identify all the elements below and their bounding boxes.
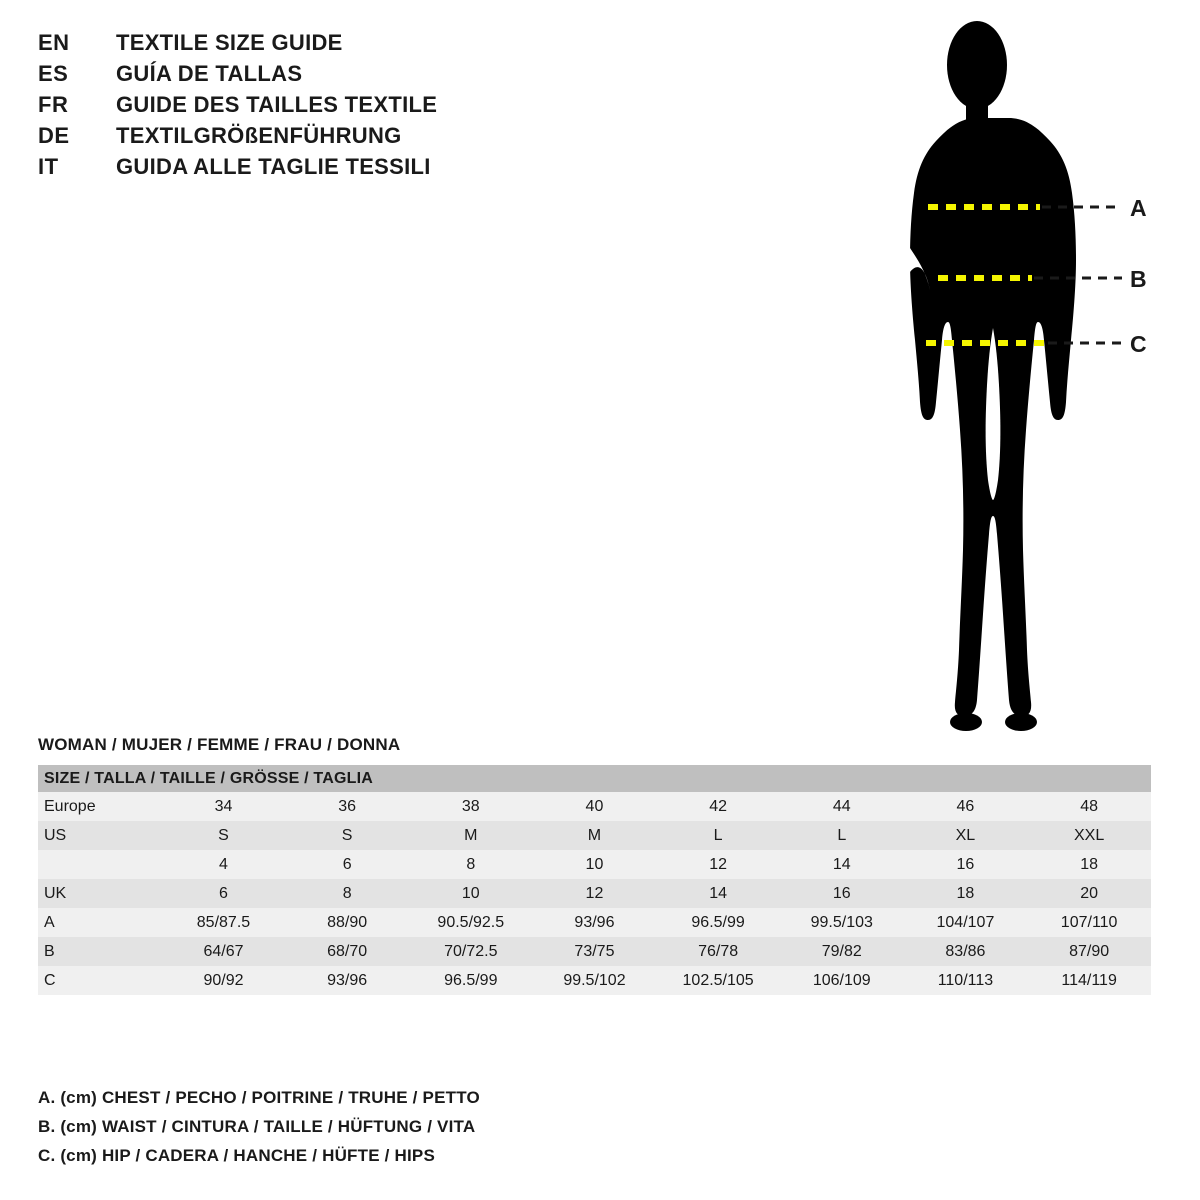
row-label-a: A (38, 908, 162, 937)
language-code-en: EN (38, 30, 70, 55)
cell-us-3: M (533, 821, 657, 850)
cell-c-7: 114/119 (1027, 966, 1151, 995)
title-text-fr: GUIDE DES TAILLES TEXTILE (116, 92, 438, 117)
cell-b-0: 64/67 (162, 937, 286, 966)
cell-usnum-4: 12 (656, 850, 780, 879)
cell-us-2: M (409, 821, 533, 850)
measure-label-c: C (1130, 331, 1147, 357)
title-row (38, 154, 658, 185)
row-label-us-numeric (38, 850, 162, 879)
cell-c-0: 90/92 (162, 966, 286, 995)
table-row (38, 966, 1151, 995)
cell-c-5: 106/109 (780, 966, 904, 995)
title-row (38, 123, 658, 154)
cell-europe-0: 34 (162, 792, 286, 821)
row-label-uk: UK (38, 879, 162, 908)
cell-uk-0: 6 (162, 879, 286, 908)
cell-c-3: 99.5/102 (533, 966, 657, 995)
row-label-europe: Europe (38, 792, 162, 821)
cell-us-6: XL (904, 821, 1028, 850)
title-row (38, 92, 658, 123)
table-row (38, 821, 1151, 850)
cell-usnum-6: 16 (904, 850, 1028, 879)
table-header-row (38, 765, 1151, 792)
cell-b-6: 83/86 (904, 937, 1028, 966)
title-row (38, 61, 658, 92)
title-block (38, 30, 658, 185)
cell-a-7: 107/110 (1027, 908, 1151, 937)
row-label-us: US (38, 821, 162, 850)
cell-usnum-5: 14 (780, 850, 904, 879)
cell-usnum-3: 10 (533, 850, 657, 879)
title-text-it: GUIDA ALLE TAGLIE TESSILI (116, 154, 431, 179)
cell-europe-6: 46 (904, 792, 1028, 821)
table-header-cell: SIZE / TALLA / TAILLE / GRÖSSE / TAGLIA (38, 765, 1151, 792)
cell-b-5: 79/82 (780, 937, 904, 966)
cell-europe-2: 38 (409, 792, 533, 821)
cell-usnum-7: 18 (1027, 850, 1151, 879)
cell-c-1: 93/96 (285, 966, 409, 995)
cell-us-4: L (656, 821, 780, 850)
cell-b-4: 76/78 (656, 937, 780, 966)
table-row (38, 792, 1151, 821)
cell-uk-7: 20 (1027, 879, 1151, 908)
title-text-de: TEXTILGRÖßENFÜHRUNG (116, 123, 402, 148)
table-section (38, 735, 1163, 995)
measure-label-a: A (1130, 195, 1147, 221)
table-row (38, 908, 1151, 937)
cell-uk-1: 8 (285, 879, 409, 908)
footnotes (38, 1088, 838, 1175)
language-code-fr: FR (38, 92, 69, 117)
cell-us-7: XXL (1027, 821, 1151, 850)
cell-usnum-1: 6 (285, 850, 409, 879)
cell-usnum-0: 4 (162, 850, 286, 879)
language-code-it: IT (38, 154, 59, 179)
measure-label-b: B (1130, 266, 1147, 292)
cell-a-4: 96.5/99 (656, 908, 780, 937)
cell-a-2: 90.5/92.5 (409, 908, 533, 937)
footnote-b: B. (cm) WAIST / CINTURA / TAILLE / HÜFTUNG / VITA (38, 1117, 476, 1136)
table-row (38, 879, 1151, 908)
cell-a-1: 88/90 (285, 908, 409, 937)
cell-us-5: L (780, 821, 904, 850)
cell-europe-5: 44 (780, 792, 904, 821)
title-row (38, 30, 658, 61)
cell-a-3: 93/96 (533, 908, 657, 937)
section-label: WOMAN / MUJER / FEMME / FRAU / DONNA (38, 735, 401, 754)
footnote-a: A. (cm) CHEST / PECHO / POITRINE / TRUHE / PETTO (38, 1088, 480, 1107)
cell-b-2: 70/72.5 (409, 937, 533, 966)
language-code-de: DE (38, 123, 70, 148)
cell-b-3: 73/75 (533, 937, 657, 966)
cell-europe-4: 42 (656, 792, 780, 821)
table-row (38, 937, 1151, 966)
cell-uk-5: 16 (780, 879, 904, 908)
cell-europe-3: 40 (533, 792, 657, 821)
language-code-es: ES (38, 61, 69, 86)
cell-uk-3: 12 (533, 879, 657, 908)
cell-c-6: 110/113 (904, 966, 1028, 995)
row-label-c: C (38, 966, 162, 995)
female-silhouette-icon (860, 10, 1190, 750)
cell-b-1: 68/70 (285, 937, 409, 966)
cell-us-1: S (285, 821, 409, 850)
cell-usnum-2: 8 (409, 850, 533, 879)
cell-a-0: 85/87.5 (162, 908, 286, 937)
cell-b-7: 87/90 (1027, 937, 1151, 966)
cell-us-0: S (162, 821, 286, 850)
figure-area (860, 10, 1190, 750)
footnote-c: C. (cm) HIP / CADERA / HANCHE / HÜFTE / HIPS (38, 1146, 436, 1165)
cell-a-6: 104/107 (904, 908, 1028, 937)
cell-uk-6: 18 (904, 879, 1028, 908)
cell-europe-7: 48 (1027, 792, 1151, 821)
cell-c-2: 96.5/99 (409, 966, 533, 995)
cell-uk-2: 10 (409, 879, 533, 908)
cell-c-4: 102.5/105 (656, 966, 780, 995)
cell-europe-1: 36 (285, 792, 409, 821)
title-text-en: TEXTILE SIZE GUIDE (116, 30, 343, 55)
size-table (38, 765, 1151, 995)
title-text-es: GUÍA DE TALLAS (116, 61, 303, 86)
cell-a-5: 99.5/103 (780, 908, 904, 937)
cell-uk-4: 14 (656, 879, 780, 908)
row-label-b: B (38, 937, 162, 966)
table-row (38, 850, 1151, 879)
